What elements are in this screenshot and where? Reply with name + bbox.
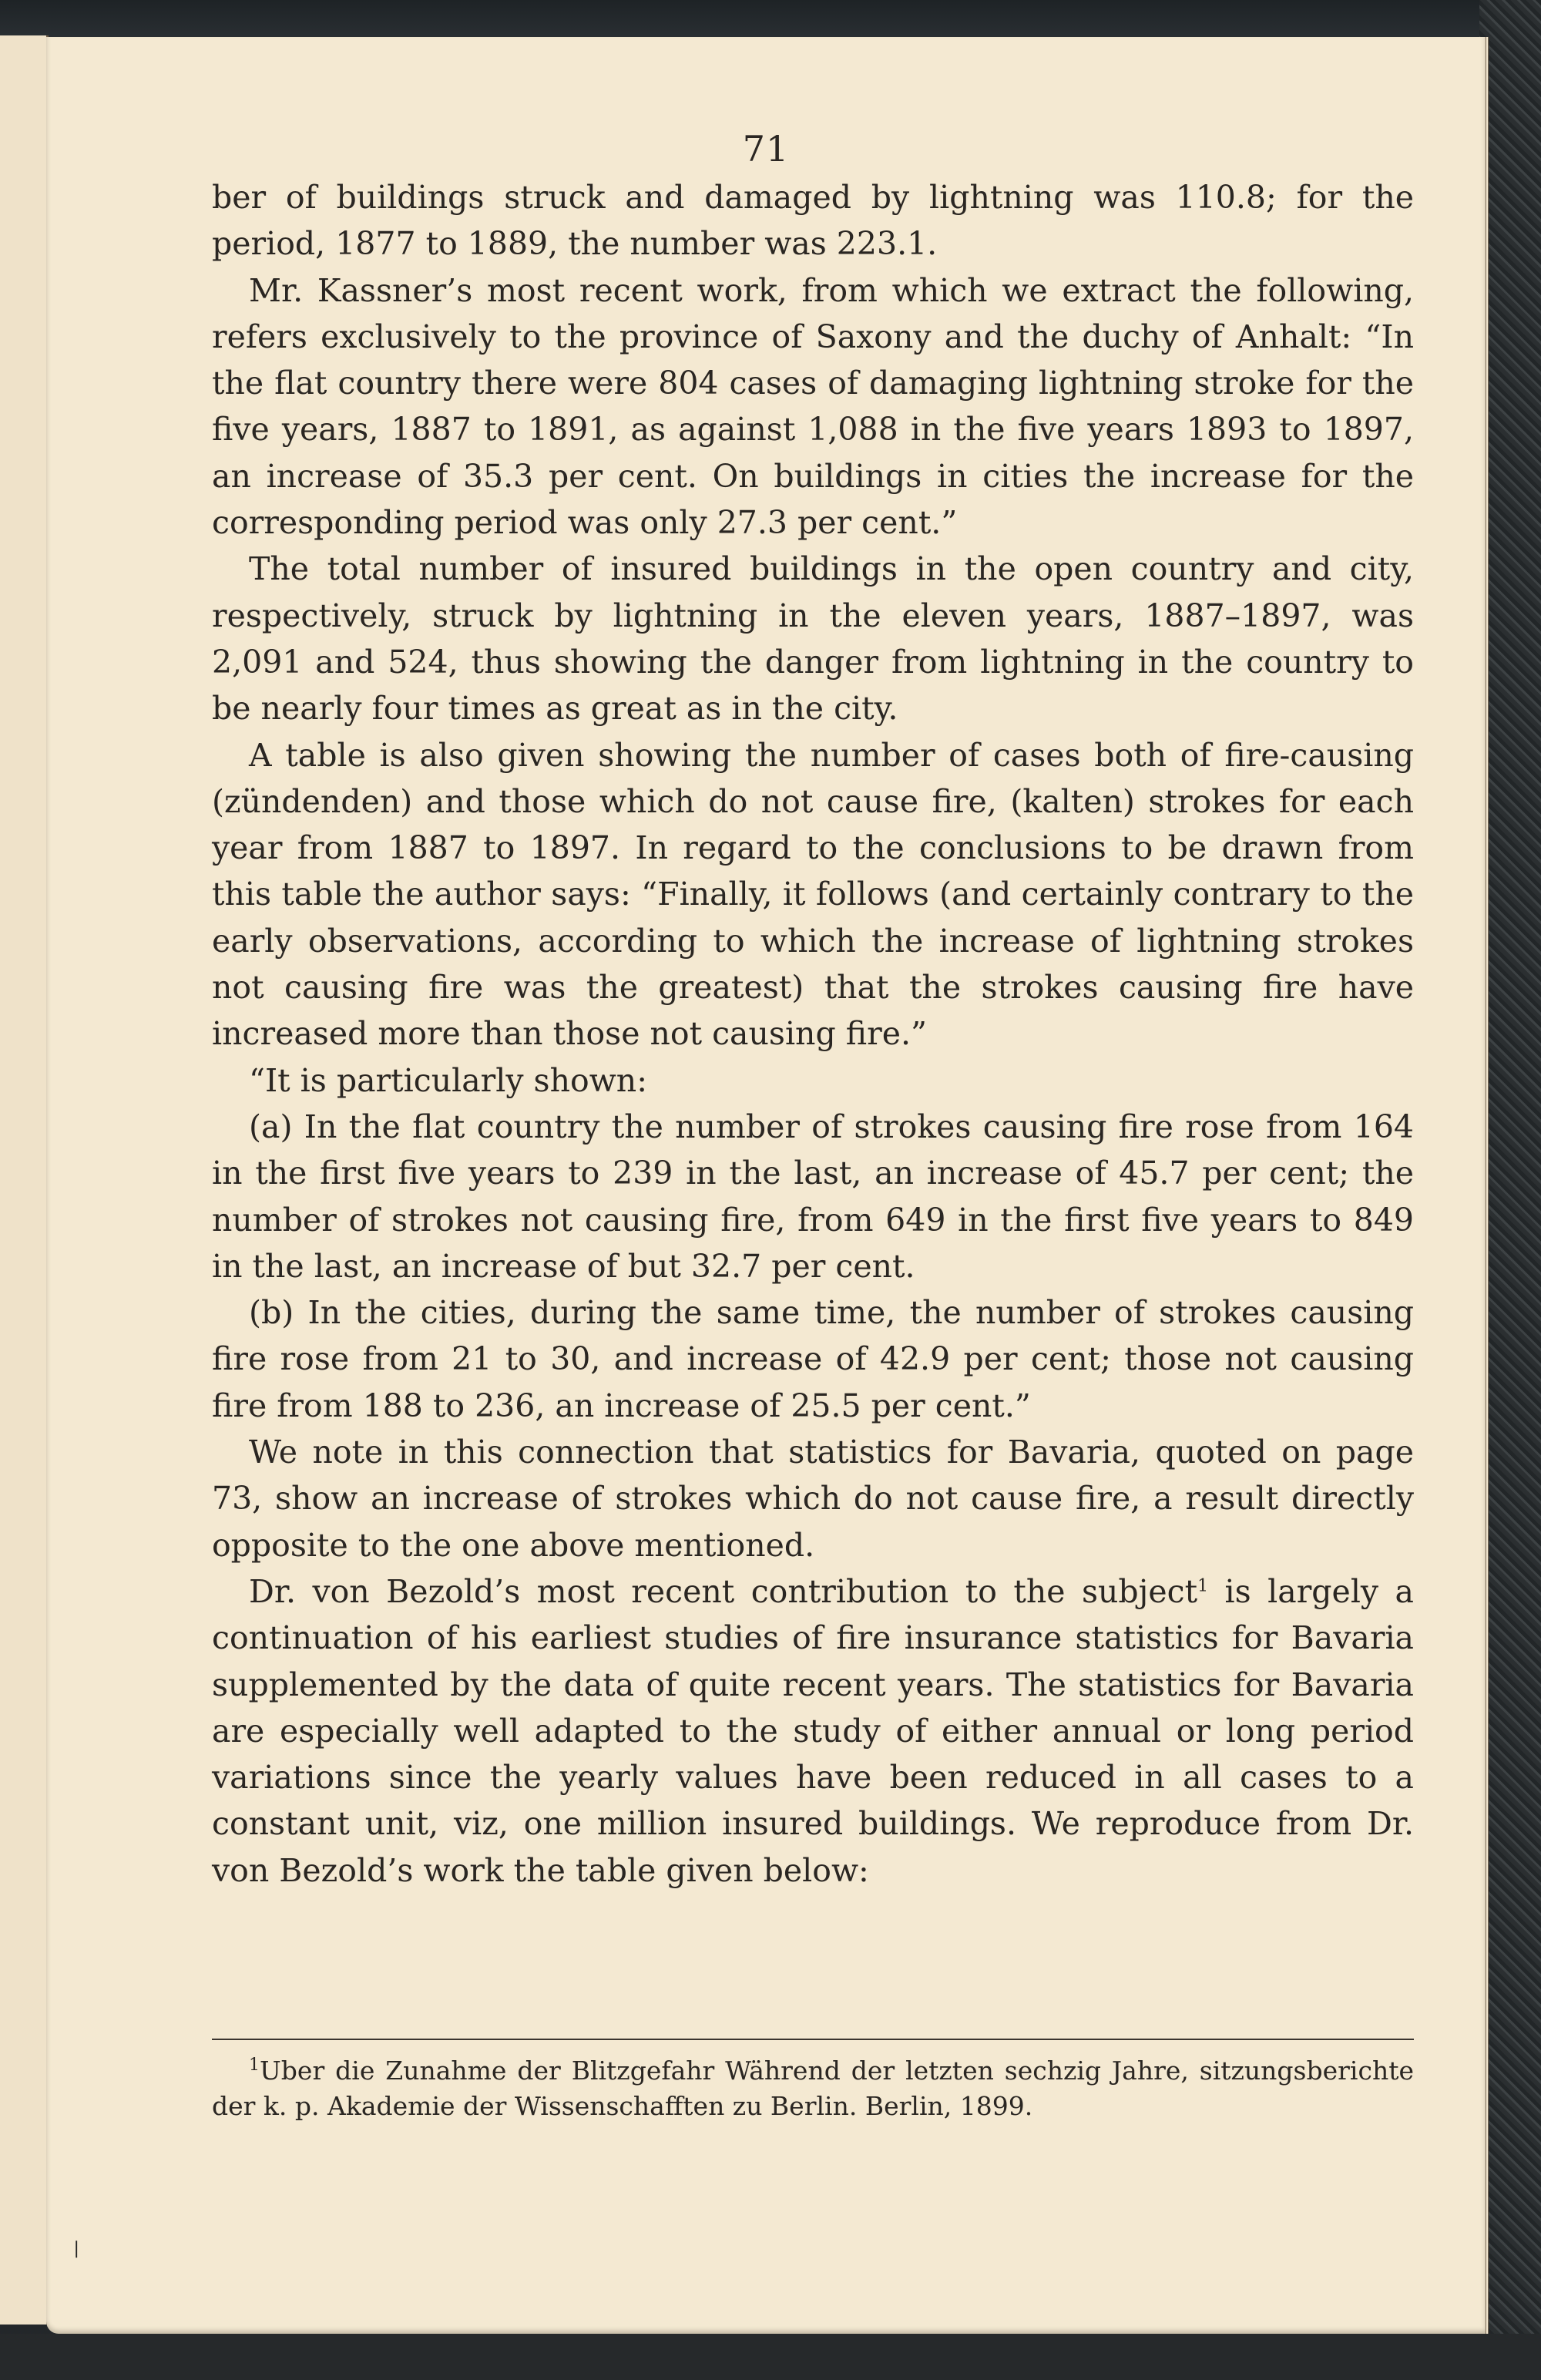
body-text <box>212 174 1414 1894</box>
page-number: 71 <box>742 128 790 170</box>
footnote-marker: 1 <box>249 2056 260 2075</box>
book-cover-bottom <box>0 2334 1541 2380</box>
footnote-text: Uber die Zunahme der Blitzgefahr Während der letzten sechzig Jahre, sitzungsberichte der k. p. Akademie der Wissenschafften zu Berlin. Berlin, 1899. <box>212 2056 1414 2121</box>
footnote-reference[interactable]: 1 <box>1197 1576 1209 1596</box>
paragraph: (a) In the flat country the number of strokes causing fire rose from 164 in the first five years to 239 in the last, an increase of 45.7 per cent; the number of strokes not causing fire, from 649 in the first five years to 849 in the last, an increase of but 32.7 per cent. <box>212 1108 1414 1285</box>
paragraph: A table is also given showing the number of cases both of fire-causing (zündenden) and those which do not cause fire, (kalten) strokes for each year from 1887 to 1897. In regard to the conclusions to be drawn from this table the author says: “Finally, it follows (and certainly contrary to the early observations, according to which the increase of lightning strokes not causing fire was the greatest) that the strokes causing fire have increased more than those not causing fire.” <box>212 736 1414 1053</box>
book-spine-edge <box>1479 0 1541 2380</box>
paragraph: ber of buildings struck and damaged by lightning was 110.8; for the period, 1877 to 1889, the number was 223.1. <box>212 179 1414 263</box>
book-cover-top <box>0 0 1541 39</box>
paragraph: “It is particularly shown: <box>249 1061 648 1099</box>
previous-page-edge <box>0 35 49 2325</box>
ink-mark: ❘ <box>69 2239 84 2258</box>
paragraph-text-end: is largely a continuation of his earliest studies of fire insurance statistics for Bavaria supplemented by the data of quite recent years. The statistics for Bavaria are especially well adapted to the study of either annual or long period variations since the yearly values have been reduced in all cases to a constant unit, viz, one million insured buildings. We reproduce from Dr. von Bezold’s work the table given below: <box>212 1572 1414 1889</box>
paragraph: We note in this connection that statistics for Bavaria, quoted on page 73, show an increase of strokes which do not cause fire, a result directly opposite to the one above mentioned. <box>212 1434 1414 1564</box>
paragraph-text-start: Dr. von Bezold’s most recent contribution to the subject <box>249 1572 1198 1610</box>
footnote <box>212 2053 1414 2124</box>
footnote-divider <box>212 2039 1414 2040</box>
paragraph-with-footnote-ref <box>212 1568 1414 1894</box>
paragraph: Mr. Kassner’s most recent work, from which we extract the following, refers exclusively to the province of Saxony and the duchy of Anhalt: “In the flat country there were 804 cases of damaging lightning stroke for the five years, 1887 to 1891, as against 1,088 in the five years 1893 to 1897, an increase of 35.3 per cent. On buildings in cities the increase for the corresponding period was only 27.3 per cent.” <box>212 271 1414 542</box>
paragraph: The total number of insured buildings in the open country and city, respectively, struck by lightning in the eleven years, 1887–1897, was 2,091 and 524, thus showing the danger from lightning in the country to be nearly four times as great as in the city. <box>212 550 1414 728</box>
paragraph: (b) In the cities, during the same time, the number of strokes causing fire rose from 21 to 30, and increase of 42.9 per cent; those not causing fire from 188 to 236, an increase of 25.5 per cent.” <box>212 1294 1414 1424</box>
